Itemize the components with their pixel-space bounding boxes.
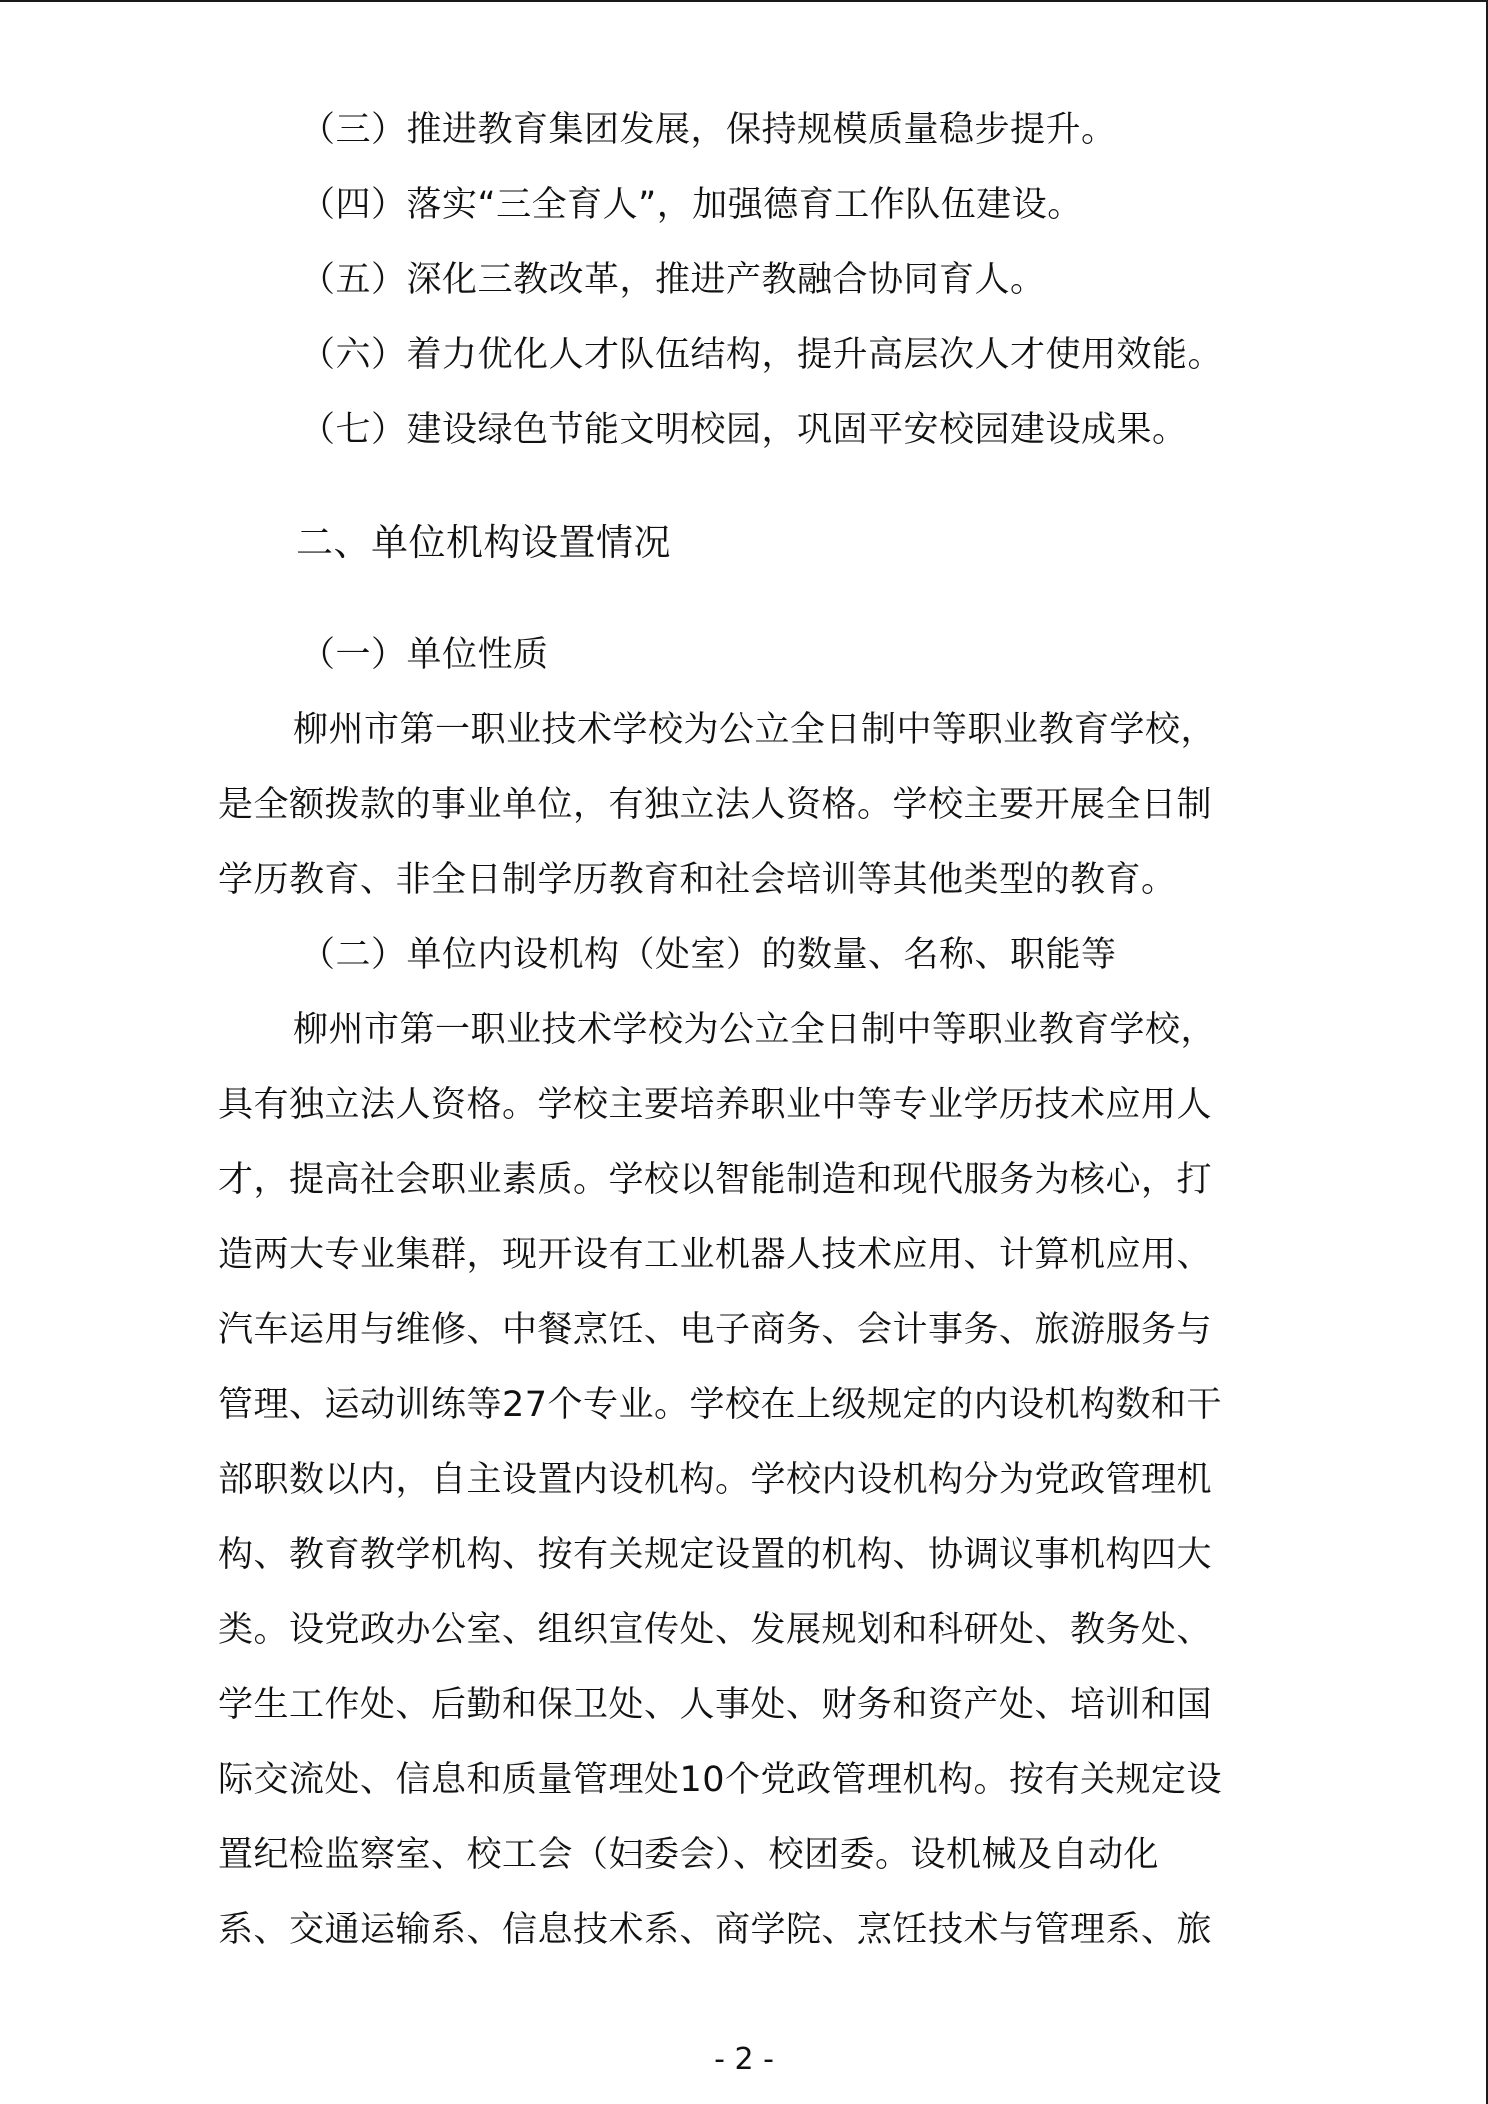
subsection-2-line-2: 具有独立法人资格。学校主要培养职业中等专业学历技术应用人: [218, 1085, 1213, 1125]
subsection-2-line-10: 学生工作处、后勤和保卫处、人事处、财务和资产处、培训和国: [218, 1685, 1213, 1725]
subsection-2-line-12: 置纪检监察室、校工会（妇委会）、校团委。设机械及自动化: [218, 1835, 1160, 1875]
outline-item-7: （七）建设绿色节能文明校园，巩固平安校园建设成果。: [300, 410, 1188, 450]
subsection-2-line-3: 才，提高社会职业素质。学校以智能制造和现代服务为核心，打: [218, 1160, 1213, 1200]
subsection-2-line-13: 系、交通运输系、信息技术系、商学院、烹饪技术与管理系、旅: [218, 1910, 1213, 1950]
subsection-2-line-9: 类。设党政办公室、组织宣传处、发展规划和科研处、教务处、: [218, 1610, 1213, 1650]
subsection-2-line-7: 部职数以内，自主设置内设机构。学校内设机构分为党政管理机: [218, 1460, 1213, 1500]
subsection-2-line-4: 造两大专业集群，现开设有工业机器人技术应用、计算机应用、: [218, 1235, 1213, 1275]
outline-item-6: （六）着力优化人才队伍结构，提升高层次人才使用效能。: [300, 335, 1224, 375]
subsection-2-heading: （二）单位内设机构（处室）的数量、名称、职能等: [300, 935, 1117, 975]
subsection-2-line-6: 管理、运动训练等27个专业。学校在上级规定的内设机构数和干: [218, 1385, 1223, 1425]
section-heading: 二、单位机构设置情况: [296, 521, 671, 564]
outline-item-5: （五）深化三教改革，推进产教融合协同育人。: [300, 260, 1046, 300]
outline-item-4: （四）落实“三全育人”，加强德育工作队伍建设。: [300, 185, 1083, 225]
subsection-2-line-1: 柳州市第一职业技术学校为公立全日制中等职业教育学校，: [293, 1010, 1217, 1050]
subsection-1-line-1: 柳州市第一职业技术学校为公立全日制中等职业教育学校，: [293, 710, 1217, 750]
subsection-1-line-3: 学历教育、非全日制学历教育和社会培训等其他类型的教育。: [218, 860, 1177, 900]
subsection-2-line-5: 汽车运用与维修、中餐烹饪、电子商务、会计事务、旅游服务与: [218, 1310, 1213, 1350]
outline-item-3: （三）推进教育集团发展，保持规模质量稳步提升。: [300, 110, 1117, 150]
page-number: - 2 -: [714, 2042, 774, 2077]
subsection-1-line-2: 是全额拨款的事业单位，有独立法人资格。学校主要开展全日制: [218, 785, 1213, 825]
subsection-1-heading: （一）单位性质: [300, 635, 549, 675]
subsection-2-line-8: 构、教育教学机构、按有关规定设置的机构、协调议事机构四大: [218, 1535, 1213, 1575]
subsection-2-line-11: 际交流处、信息和质量管理处10个党政管理机构。按有关规定设: [218, 1760, 1223, 1800]
